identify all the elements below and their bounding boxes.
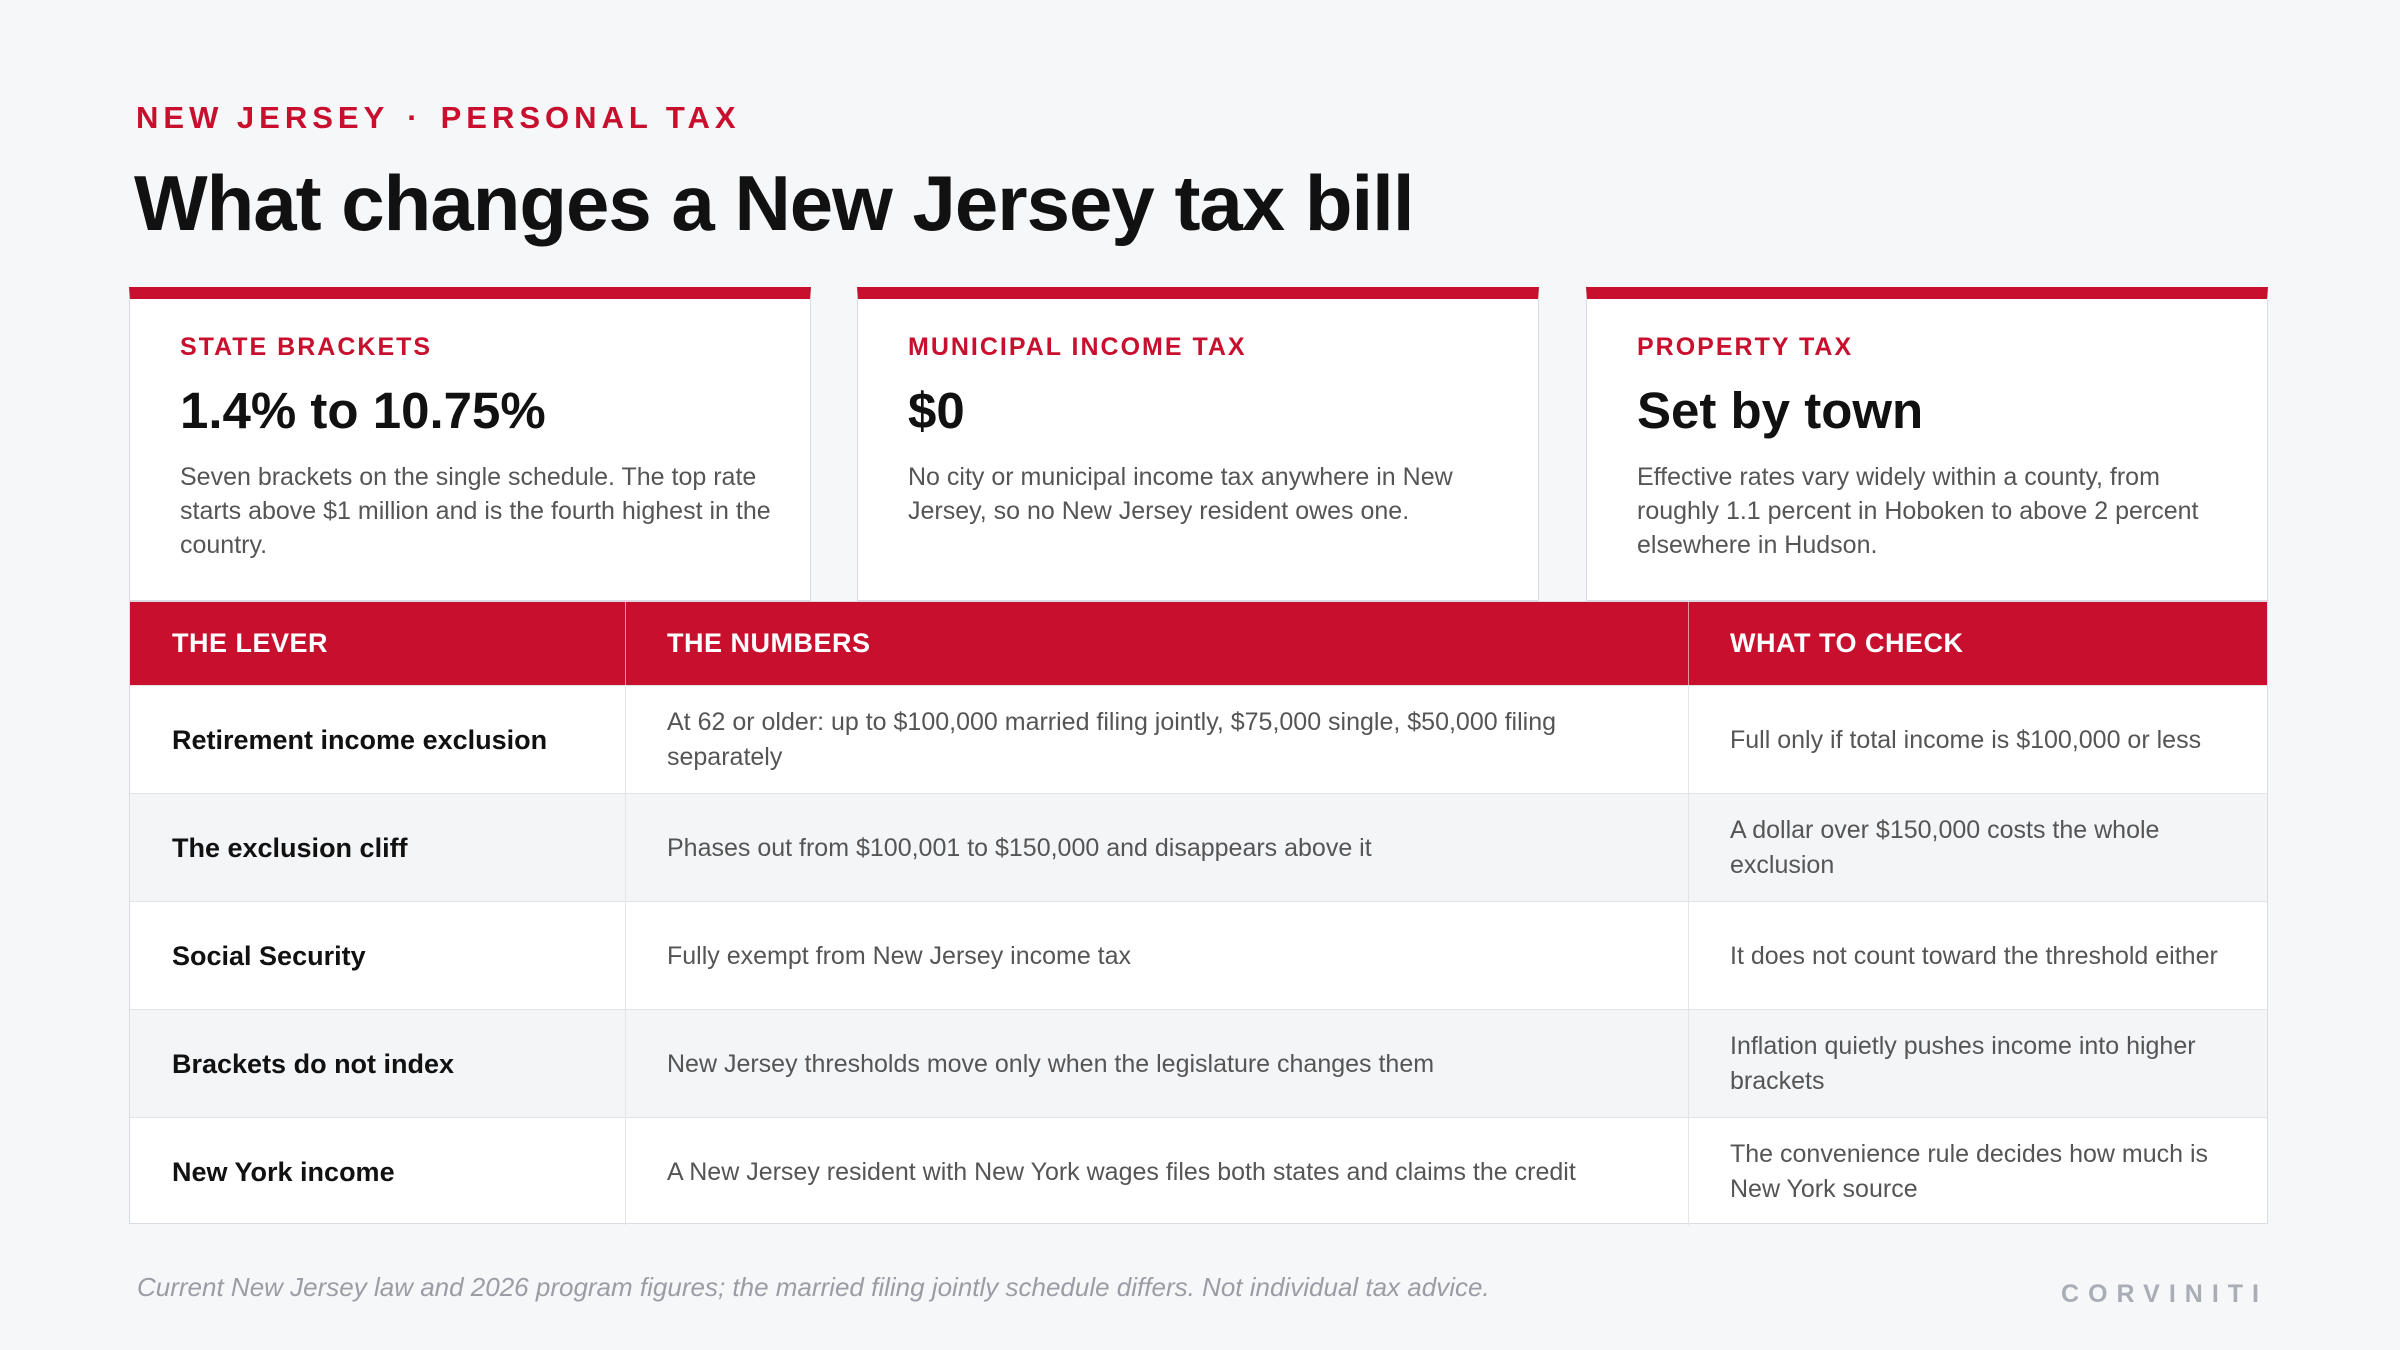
column-divider bbox=[625, 902, 626, 1009]
eyebrow-topic: PERSONAL TAX bbox=[440, 100, 741, 135]
column-divider bbox=[625, 794, 626, 901]
card-description: No city or municipal income tax anywhere in New Jersey, so no New Jersey resident owes one. bbox=[908, 463, 1453, 525]
card-value: $0 bbox=[908, 382, 965, 439]
card-label: MUNICIPAL INCOME TAX bbox=[908, 333, 1247, 361]
cell-numbers: Phases out from $100,001 to $150,000 and disappears above it bbox=[667, 833, 1372, 862]
column-divider bbox=[1688, 1010, 1689, 1117]
column-header-numbers: THE NUMBERS bbox=[667, 628, 871, 658]
footnote: Current New Jersey law and 2026 program figures; the married filing jointly schedule differs. Not individual tax advice. bbox=[137, 1272, 1490, 1302]
cell-numbers: Fully exempt from New Jersey income tax bbox=[667, 941, 1132, 970]
cell-lever: Retirement income exclusion bbox=[172, 724, 548, 755]
cell-check: Full only if total income is $100,000 or less bbox=[1730, 725, 2202, 754]
table-row bbox=[130, 901, 2267, 1009]
card-label: STATE BRACKETS bbox=[180, 333, 433, 361]
summary-cards bbox=[129, 287, 2268, 601]
column-header-check: WHAT TO CHECK bbox=[1730, 628, 1964, 658]
column-header-lever: THE LEVER bbox=[172, 628, 329, 658]
card-property-tax bbox=[1586, 287, 2268, 601]
column-divider bbox=[1688, 686, 1689, 793]
cell-lever: The exclusion cliff bbox=[172, 832, 408, 863]
column-divider bbox=[1688, 794, 1689, 901]
card-description: Seven brackets on the single schedule. The top rate starts above $1 million and is the fourth highest in the country. bbox=[180, 463, 771, 559]
column-divider bbox=[625, 602, 626, 685]
cell-check: Inflation quietly pushes income into higher brackets bbox=[1730, 1032, 2196, 1095]
column-divider bbox=[1688, 902, 1689, 1009]
eyebrow bbox=[136, 100, 741, 136]
cell-numbers: At 62 or older: up to $100,000 married filing jointly, $75,000 single, $50,000 filing separately bbox=[667, 708, 1557, 771]
table-header bbox=[130, 602, 2267, 685]
card-description: Effective rates vary widely within a county, from roughly 1.1 percent in Hoboken to above 2 percent elsewhere in Hudson. bbox=[1637, 463, 2199, 559]
cell-lever: Brackets do not index bbox=[172, 1048, 455, 1079]
cell-lever: New York income bbox=[172, 1156, 395, 1187]
brand-wordmark: CORVINITI bbox=[2061, 1280, 2268, 1308]
cell-numbers: A New Jersey resident with New York wages files both states and claims the credit bbox=[667, 1157, 1576, 1186]
column-divider bbox=[625, 686, 626, 793]
column-divider bbox=[1688, 602, 1689, 685]
eyebrow-separator: · bbox=[407, 100, 423, 135]
eyebrow-state: NEW JERSEY bbox=[136, 100, 390, 135]
table-row bbox=[130, 1009, 2267, 1117]
card-value: Set by town bbox=[1637, 382, 1924, 439]
card-state-brackets bbox=[129, 287, 811, 601]
levers-table bbox=[129, 601, 2268, 1224]
card-municipal-income-tax bbox=[857, 287, 1539, 601]
cell-numbers: New Jersey thresholds move only when the legislature changes them bbox=[667, 1049, 1435, 1078]
cell-check: The convenience rule decides how much is New York source bbox=[1730, 1140, 2209, 1203]
table-row bbox=[130, 1117, 2267, 1225]
table-row bbox=[130, 793, 2267, 901]
column-divider bbox=[625, 1010, 626, 1117]
card-value: 1.4% to 10.75% bbox=[180, 382, 546, 439]
table-row bbox=[130, 685, 2267, 793]
column-divider bbox=[1688, 1118, 1689, 1225]
page-title: What changes a New Jersey tax bill bbox=[134, 159, 1414, 247]
cell-lever: Social Security bbox=[172, 940, 366, 971]
cell-check: It does not count toward the threshold either bbox=[1730, 941, 2218, 970]
card-label: PROPERTY TAX bbox=[1637, 333, 1854, 361]
column-divider bbox=[625, 1118, 626, 1225]
cell-check: A dollar over $150,000 costs the whole exclusion bbox=[1730, 816, 2160, 879]
